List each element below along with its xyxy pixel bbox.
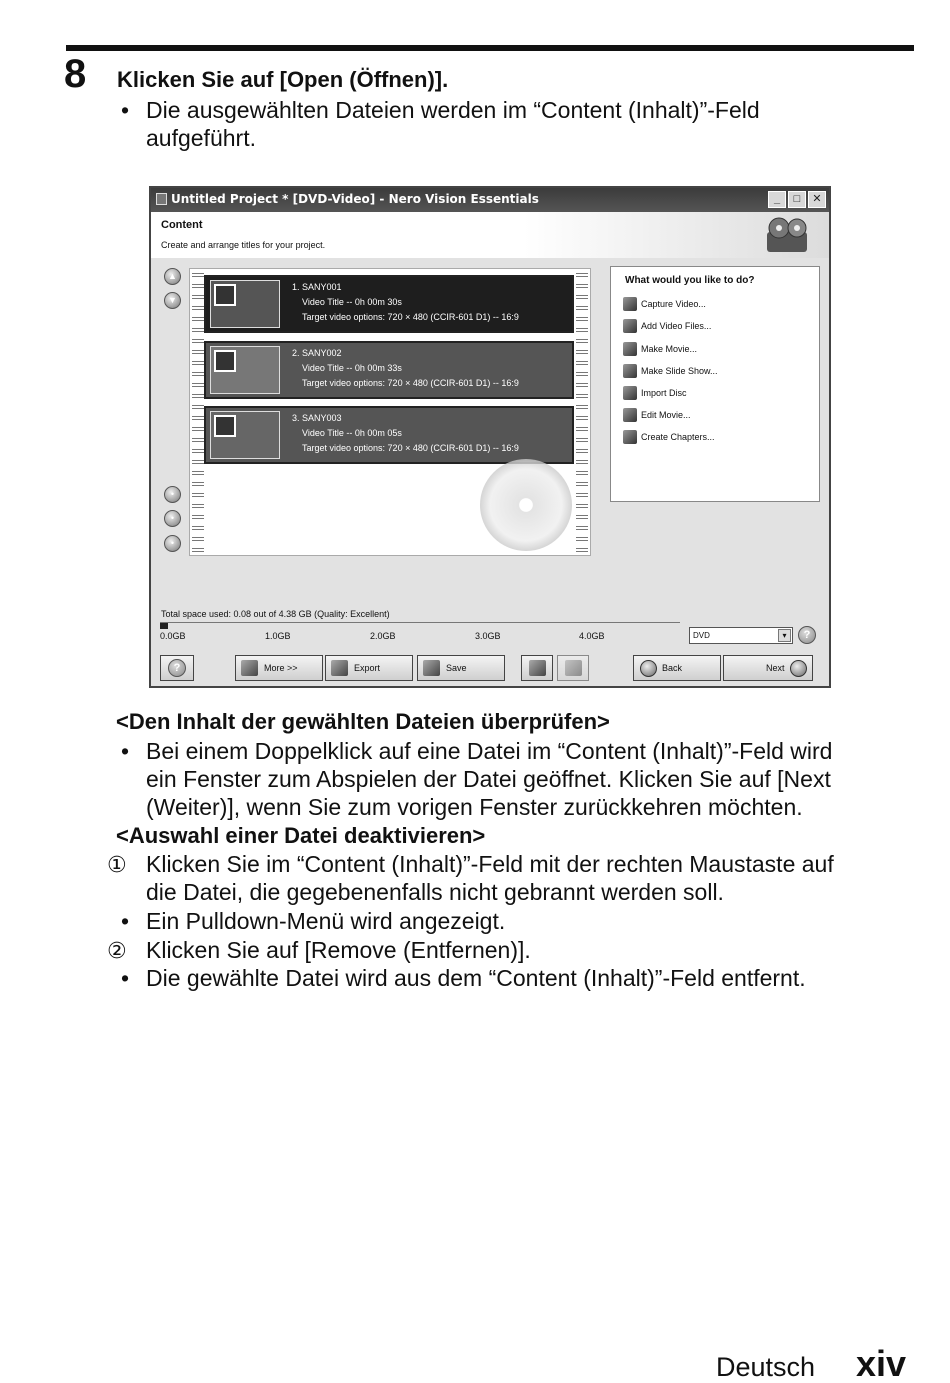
disc-icon (623, 386, 637, 400)
task-import-disc[interactable]: Import Disc (623, 386, 687, 402)
clip-item-1[interactable] (204, 275, 574, 333)
clip-duration: Video Title -- 0h 00m 33s (302, 363, 402, 373)
move-up-button[interactable]: ▲ (164, 268, 181, 285)
delete-button[interactable]: • (164, 510, 181, 527)
properties-button[interactable]: • (164, 486, 181, 503)
task-capture-video[interactable]: Capture Video... (623, 297, 706, 313)
redo-icon (565, 660, 582, 676)
scale-tick: 3.0GB (475, 631, 501, 641)
section2-step1-bullet: Ein Pulldown-Menü wird angezeigt. (146, 908, 506, 934)
clip-name: 3. SANY003 (292, 413, 342, 423)
section-heading-check-content: <Den Inhalt der gewählten Dateien überprüfen> (116, 709, 610, 734)
film-reel-logo-icon (763, 216, 813, 254)
back-arrow-icon (640, 660, 657, 677)
camera-icon (623, 297, 637, 311)
clip-duration: Video Title -- 0h 00m 05s (302, 428, 402, 438)
step-marker-1: ① (107, 853, 127, 878)
task-edit-movie[interactable]: Edit Movie... (623, 408, 691, 424)
bullet-marker: • (121, 97, 130, 123)
content-area[interactable] (189, 268, 591, 556)
clip-item-2[interactable] (204, 341, 574, 399)
edit-icon (623, 408, 637, 422)
space-used-label: Total space used: 0.08 out of 4.38 GB (Quality: Excellent) (161, 609, 390, 619)
filmstrip-left (192, 269, 204, 555)
clip-thumbnail (210, 280, 280, 328)
redo-button[interactable] (557, 655, 589, 681)
more-icon (241, 660, 258, 676)
task-create-chapters[interactable]: Create Chapters... (623, 430, 715, 446)
header-title: Content (161, 219, 203, 231)
section2-step2-line1: Klicken Sie auf [Remove (Entfernen)]. (146, 937, 531, 963)
capacity-fill (160, 623, 168, 629)
scale-tick: 4.0GB (579, 631, 605, 641)
section1-line2: ein Fenster zum Abspielen der Datei geöffnet. Klicken Sie auf [Next (146, 766, 831, 792)
close-button[interactable]: ✕ (808, 191, 826, 208)
top-rule (66, 45, 914, 51)
move-down-button[interactable]: ▼ (164, 292, 181, 309)
scale-tick: 1.0GB (265, 631, 291, 641)
footer-language: Deutsch (716, 1352, 816, 1382)
export-icon (331, 660, 348, 676)
task-panel-title: What would you like to do? (625, 275, 755, 286)
task-make-slide-show[interactable]: Make Slide Show... (623, 364, 718, 380)
app-window-screenshot (149, 186, 831, 688)
section-heading-deselect-file: <Auswahl einer Datei deaktivieren> (116, 823, 486, 848)
video-icon (214, 284, 236, 306)
minimize-button[interactable]: _ (768, 191, 786, 208)
capacity-scale (160, 622, 680, 642)
back-button[interactable]: Back (633, 655, 721, 681)
app-icon (156, 193, 167, 205)
slideshow-icon (623, 364, 637, 378)
disc-watermark-icon (480, 459, 572, 551)
disc-type-value: DVD (693, 631, 710, 640)
clip-duration: Video Title -- 0h 00m 30s (302, 297, 402, 307)
section2-step2-bullet: Die gewählte Datei wird aus dem “Content (Inhalt)”-Feld entfernt. (146, 965, 806, 991)
step-marker-2: ② (107, 939, 127, 964)
video-icon (214, 350, 236, 372)
task-add-video-files[interactable]: Add Video Files... (623, 319, 711, 335)
save-button[interactable]: Save (417, 655, 505, 681)
help-button[interactable] (160, 655, 194, 681)
video-icon (214, 415, 236, 437)
chevron-down-icon: ▾ (778, 629, 791, 642)
all-button[interactable]: • (164, 535, 181, 552)
step-bullet-line2: aufgeführt. (146, 125, 256, 151)
filmstrip-right (576, 269, 588, 555)
page-number: xiv (856, 1343, 907, 1383)
step-title: Klicken Sie auf [Open (Öffnen)]. (117, 67, 449, 92)
clip-thumbnail (210, 346, 280, 394)
content-header (151, 212, 829, 258)
task-make-movie[interactable]: Make Movie... (623, 342, 697, 358)
next-arrow-icon (790, 660, 807, 677)
help-icon: ? (168, 659, 186, 677)
section1-line1: Bei einem Doppelklick auf eine Datei im “Content (Inhalt)”-Feld wird (146, 738, 833, 764)
film-add-icon (623, 319, 637, 333)
bullet-marker: • (121, 908, 130, 934)
clip-options: Target video options: 720 × 480 (CCIR-601 D1) -- 16:9 (302, 443, 519, 453)
section2-step1-line1: Klicken Sie im “Content (Inhalt)”-Feld mit der rechten Maustaste auf (146, 851, 834, 877)
more-button[interactable]: More >> (235, 655, 323, 681)
step-bullet-line1: Die ausgewählten Dateien werden im “Content (Inhalt)”-Feld (146, 97, 760, 123)
bullet-marker: • (121, 965, 130, 991)
window-titlebar (151, 188, 829, 212)
floppy-icon (423, 660, 440, 676)
window-title: Untitled Project * [DVD-Video] - Nero Vision Essentials (171, 192, 539, 206)
scale-tick: 2.0GB (370, 631, 396, 641)
movie-icon (623, 342, 637, 356)
disc-help-icon[interactable]: ? (798, 626, 816, 644)
header-subtitle: Create and arrange titles for your project. (161, 240, 326, 250)
chapters-icon (623, 430, 637, 444)
undo-icon (529, 660, 546, 676)
task-panel (610, 266, 820, 502)
clip-options: Target video options: 720 × 480 (CCIR-601 D1) -- 16:9 (302, 378, 519, 388)
section1-line3: (Weiter)], wenn Sie zum vorigen Fenster zurückkehren möchten. (146, 794, 803, 820)
next-button[interactable]: Next (723, 655, 813, 681)
clip-item-3[interactable] (204, 406, 574, 464)
bullet-marker: • (121, 738, 130, 764)
clip-options: Target video options: 720 × 480 (CCIR-601 D1) -- 16:9 (302, 312, 519, 322)
undo-button[interactable] (521, 655, 553, 681)
export-button[interactable]: Export (325, 655, 413, 681)
scale-tick: 0.0GB (160, 631, 186, 641)
disc-type-select[interactable] (689, 627, 793, 644)
clip-name: 2. SANY002 (292, 348, 342, 358)
maximize-button[interactable]: □ (788, 191, 806, 208)
section2-step1-line2: die Datei, die gegebenenfalls nicht gebrannt werden soll. (146, 879, 724, 905)
clip-name: 1. SANY001 (292, 282, 342, 292)
step-number: 8 (64, 52, 87, 96)
clip-thumbnail (210, 411, 280, 459)
